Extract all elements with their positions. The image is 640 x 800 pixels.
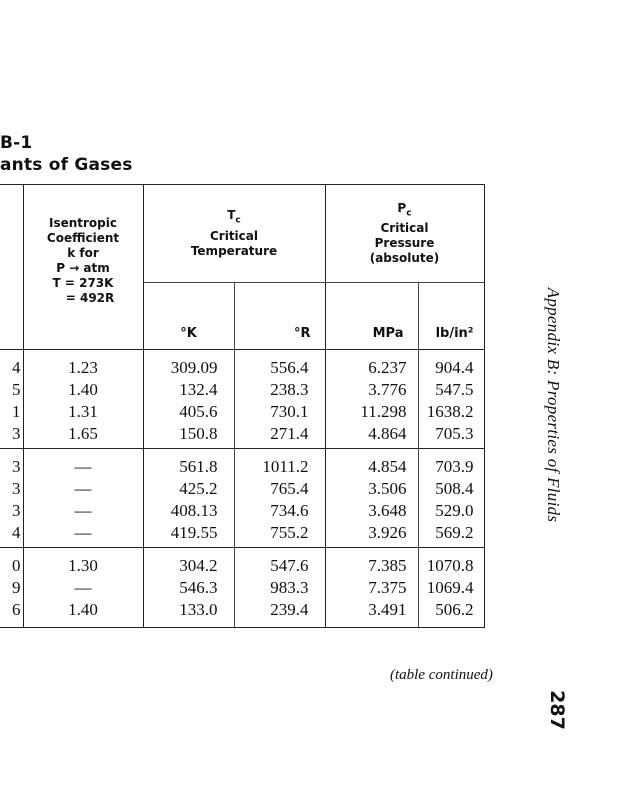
isentropic-cell: 1.30 — 1.40 [23,548,143,628]
isentropic-cell: 1.23 1.40 1.31 1.65 [23,350,143,449]
critical-pressure-psi-cell: 703.9 508.4 529.0 569.2 [418,449,484,548]
header-tc-line: Critical [209,228,258,243]
critical-temp-r-cell: 556.4 238.3 730.1 271.4 [234,350,325,449]
unit-psi: lb/in² [418,283,484,350]
critical-pressure-psi-cell: 904.4 547.5 1638.2 705.3 [418,350,484,449]
critical-pressure-mpa-cell: 6.237 3.776 11.298 4.864 [325,350,418,449]
unit-kelvin: °K [143,283,234,350]
header-isentropic-line: P → atm [56,261,110,275]
critical-pressure-mpa-cell: 7.385 7.375 3.491 [325,548,418,628]
critical-pressure-mpa-cell: 4.854 3.506 3.648 3.926 [325,449,418,548]
table-title-line-2: ants of Gases [0,155,133,175]
gas-constants-table [0,184,485,628]
critical-temp-r-cell: 1011.2 765.4 734.6 755.2 [234,449,325,548]
cut-column-cell: 4 5 1 3 [0,350,23,449]
header-pc-line: Critical [380,221,429,236]
critical-temp-r-cell: 547.6 983.3 239.4 [234,548,325,628]
header-isentropic-line: Coefficient [46,231,120,245]
page-number: 287 [546,690,568,730]
unit-mpa: MPa [325,283,418,350]
running-header-side-title: Appendix B: Properties of Fluids [544,287,563,523]
header-isentropic-coefficient [23,185,143,350]
header-cut-column [0,185,23,350]
table-row-group-2 [0,449,484,548]
header-isentropic-line: T = 273K [52,276,114,290]
critical-temp-k-cell: 304.2 546.3 133.0 [143,548,234,628]
header-tc-line: Temperature [190,243,278,258]
header-pc-line: Pressure [374,236,435,251]
critical-pressure-psi-cell: 1070.8 1069.4 506.2 [418,548,484,628]
header-isentropic-line: k for [67,246,99,260]
header-isentropic-line: Isentropic [48,216,117,230]
header-tc-symbol: $T_c$ [227,208,241,226]
isentropic-cell: — — — — [23,449,143,548]
header-critical-temperature [143,185,325,283]
cut-column-cell: 3 3 3 4 [0,449,23,548]
unit-rankine: °R [234,283,325,350]
table-row-group-3 [0,548,484,628]
header-isentropic-line: = 492R [65,291,115,305]
header-pc-symbol: $P_c$ [397,200,412,219]
header-critical-pressure [325,185,484,283]
critical-temp-k-cell: 561.8 425.2 408.13 419.55 [143,449,234,548]
header-pc-line: (absolute) [369,251,440,266]
table-continued-note: (table continued) [390,667,493,683]
table-title-line-1: B-1 [0,133,33,153]
table-row-group-1 [0,350,484,449]
critical-temp-k-cell: 309.09 132.4 405.6 150.8 [143,350,234,449]
cut-column-cell: 0 9 6 [0,548,23,628]
